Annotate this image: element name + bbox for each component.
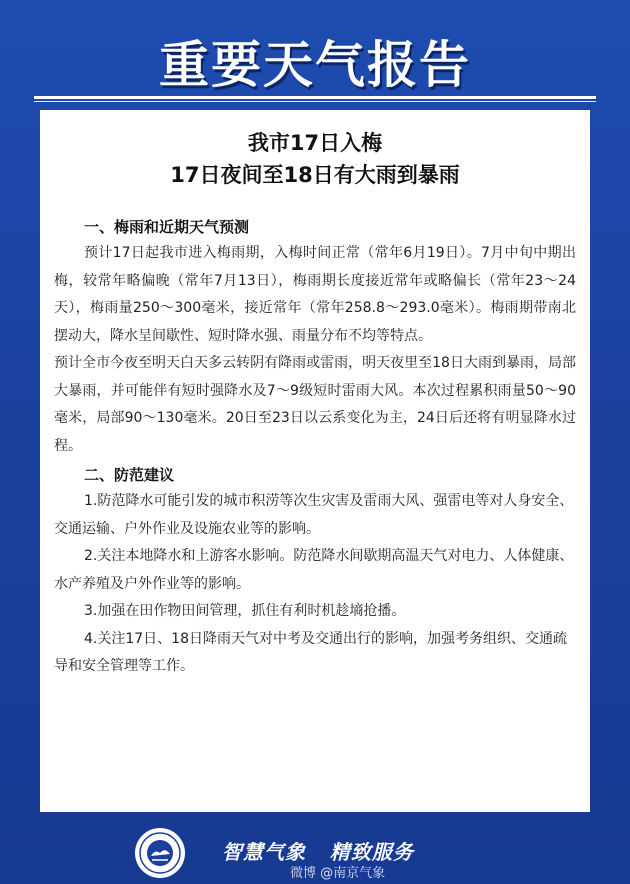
- advice-item-3: 3.加强在田作物田间管理，抓住有利时机趁墒抢播。: [84, 603, 406, 619]
- banner-title: 重要天气报告: [159, 36, 471, 94]
- section-forecast-title: 一、梅雨和近期天气预测: [84, 218, 250, 236]
- advice-item-4: 4.关注17日、18日降雨天气对中考及交通出行的影响，加强考务组织、交通疏导和安全管理等工作。: [54, 630, 567, 674]
- report-headline-1: 我市17日入梅: [247, 131, 383, 155]
- banner-divider-thin: [34, 101, 596, 102]
- forecast-paragraph-1: 预计17日起我市进入梅雨期，入梅时间正常（常年6月19日）。7月中旬中期出梅，较常年略偏晚（常年7月13日），梅雨期长度接近常年或略偏长（常年23～24天），梅雨量250～300毫米，接近常年（常年258.8～293.0毫米）。梅雨期带南北摆动大，降水呈间歇性、短时降水强、雨量分布不均等特点。: [54, 245, 576, 344]
- advice-item-2: 2.关注本地降水和上游客水影响。防范降水间歇期高温天气对电力、人体健康、水产养殖及户外作业等的影响。: [54, 548, 574, 592]
- meteorological-bureau-seal-icon: [133, 826, 187, 880]
- report-card: [40, 110, 590, 812]
- footer-slogan: 智慧气象 精致服务: [222, 840, 414, 864]
- section-advice-title: 二、防范建议: [84, 466, 175, 484]
- banner-divider: [34, 96, 596, 99]
- report-headline-2: 17日夜间至18日有大雨到暴雨: [170, 163, 460, 187]
- forecast-paragraph-2: 预计全市今夜至明天白天多云转阴有降雨或雷雨，明天夜里至18日大雨到暴雨，局部大暴雨，并可能伴有短时强降水及7～9级短时雷雨大风。本次过程累积雨量50～90毫米，局部90～130毫米。20日至23日以云系变化为主，24日后还将有明显降水过程。: [54, 355, 576, 454]
- weibo-watermark: 微博 @南京气象: [290, 866, 386, 881]
- advice-item-1: 1.防范降水可能引发的城市积涝等次生灾害及雷雨大风、强雷电等对人身安全、交通运输、户外作业及设施农业等的影响。: [54, 493, 574, 537]
